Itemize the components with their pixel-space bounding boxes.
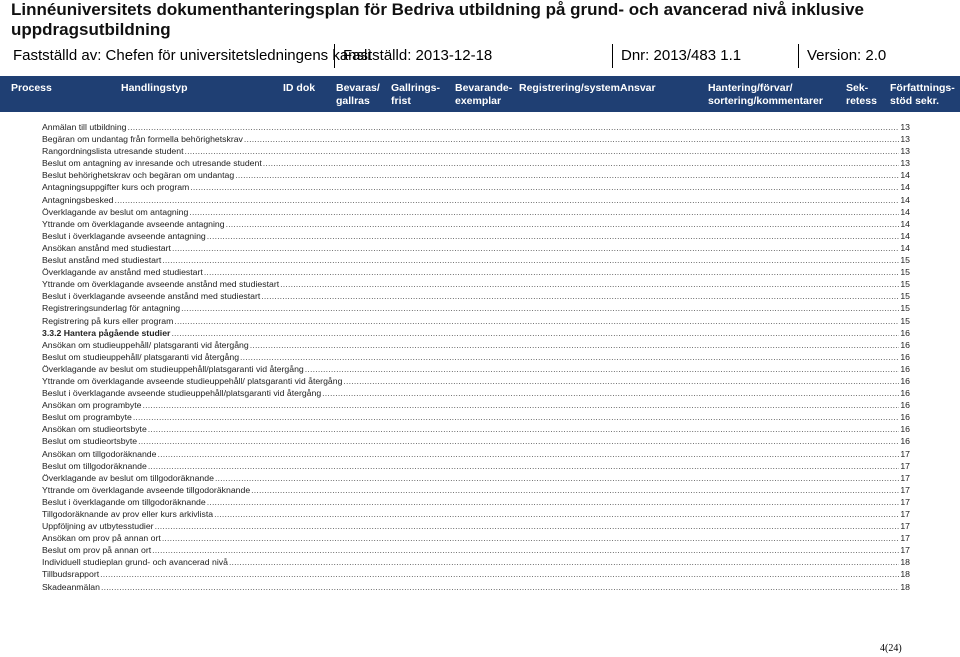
toc-leader-dots (100, 568, 899, 580)
toc-entry[interactable] (42, 242, 910, 254)
toc-entry-page: 17 (900, 521, 910, 532)
toc-entry-title: Skadeanmälan (42, 581, 100, 592)
toc-entry-title: Beslut i överklagande avseende studieuppehåll/platsgaranti vid återgång (42, 388, 322, 399)
header-id-dok: ID dok (283, 82, 316, 94)
toc-entry-title: Beslut i överklagande avseende antagning (42, 230, 206, 241)
toc-leader-dots (148, 460, 900, 472)
toc-entry-page: 16 (900, 436, 910, 447)
toc-entry[interactable] (42, 302, 910, 314)
document-meta-row (11, 44, 947, 68)
toc-leader-dots (162, 254, 899, 266)
toc-entry-page: 16 (900, 351, 910, 362)
toc-entry-page: 13 (900, 134, 910, 145)
toc-entry[interactable] (42, 375, 910, 387)
header-ansvar: Ansvar (620, 82, 656, 94)
toc-leader-dots (207, 496, 900, 508)
toc-leader-dots (181, 302, 899, 314)
toc-entry[interactable] (42, 121, 910, 133)
toc-entry-page: 16 (900, 327, 910, 338)
toc-entry-title: Överklagande av beslut om studieuppehåll/platsgaranti vid återgång (42, 363, 304, 374)
toc-entry-title: Ansökan om studieuppehåll/ platsgaranti vid återgång (42, 339, 249, 350)
toc-entry[interactable] (42, 448, 910, 460)
toc-entry[interactable] (42, 194, 910, 206)
toc-entry-page: 14 (900, 218, 910, 229)
toc-entry[interactable] (42, 181, 910, 193)
toc-leader-dots (251, 484, 899, 496)
toc-leader-dots (171, 327, 899, 339)
toc-entry[interactable] (42, 363, 910, 375)
toc-entry-title: Individuell studieplan grund- och avancerad nivå (42, 557, 228, 568)
toc-entry-title: Registrering på kurs eller program (42, 315, 174, 326)
toc-entry-page: 17 (900, 496, 910, 507)
toc-entry[interactable] (42, 508, 910, 520)
toc-entry[interactable] (42, 218, 910, 230)
toc-entry[interactable] (42, 290, 910, 302)
toc-entry[interactable] (42, 411, 910, 423)
toc-leader-dots (138, 435, 899, 447)
toc-leader-dots (152, 544, 899, 556)
toc-leader-dots (305, 363, 900, 375)
toc-entry-title: Begäran om undantag från formella behörighetskrav (42, 134, 243, 145)
toc-entry-title: Ansökan om programbyte (42, 400, 142, 411)
toc-entry[interactable] (42, 315, 910, 327)
toc-entry-title: Ansökan om tillgodoräknande (42, 448, 157, 459)
toc-entry[interactable] (42, 472, 910, 484)
toc-leader-dots (263, 157, 900, 169)
toc-entry[interactable] (42, 157, 910, 169)
toc-entry-title: Beslut om tillgodoräknande (42, 460, 147, 471)
toc-entry-page: 15 (900, 267, 910, 278)
toc-entry-title: Beslut i överklagande om tillgodoräknande (42, 496, 206, 507)
toc-entry-page: 18 (900, 569, 910, 580)
toc-entry[interactable] (42, 327, 910, 339)
toc-leader-dots (157, 448, 899, 460)
toc-entry-title: Överklagande av anstånd med studiestart (42, 267, 203, 278)
toc-entry-page: 13 (900, 158, 910, 169)
header-bevarandeexemplar: Bevarande- exemplar (455, 82, 513, 107)
document-title: Linnéuniversitets dokumenthanteringsplan för Bedriva utbildning på grund- och avancerad nivå inklusive uppdragsutbildning (11, 0, 864, 39)
toc-entry-title: Yttrande om överklagande avseende studieuppehåll/ platsgaranti vid återgång (42, 375, 343, 386)
toc-entry-title: Beslut om studieortsbyte (42, 436, 138, 447)
version-label: Version: 2.0 (807, 47, 887, 64)
toc-entry-page: 17 (900, 448, 910, 459)
table-header-bar (0, 76, 960, 112)
toc-entry-title: Tillbudsrapport (42, 569, 100, 580)
toc-entry-title: Överklagande av beslut om tillgodoräknande (42, 472, 214, 483)
toc-entry-page: 15 (900, 279, 910, 290)
toc-entry-title: Beslut behörighetskrav och begäran om undantag (42, 170, 235, 181)
toc-entry[interactable] (42, 423, 910, 435)
toc-entry[interactable] (42, 133, 910, 145)
toc-leader-dots (235, 169, 899, 181)
toc-entry-page: 16 (900, 339, 910, 350)
toc-entry-title: Beslut om prov på annan ort (42, 545, 152, 556)
toc-entry[interactable] (42, 266, 910, 278)
toc-entry-page: 17 (900, 460, 910, 471)
toc-leader-dots (280, 278, 899, 290)
toc-leader-dots (343, 375, 899, 387)
toc-entry-title: Ansökan om studieortsbyte (42, 424, 147, 435)
toc-entry[interactable] (42, 496, 910, 508)
header-forfattningsstod: Författnings- stöd sekr. (890, 82, 955, 107)
toc-entry-page: 17 (900, 509, 910, 519)
toc-entry-title: Beslut om programbyte (42, 412, 132, 423)
toc-entry-page: 16 (900, 400, 910, 411)
header-hantering: Hantering/förvar/ sortering/kommentarer (708, 82, 823, 107)
toc-entry-page: 16 (900, 363, 910, 374)
toc-entry-page: 15 (900, 303, 910, 314)
toc-entry-page: 14 (900, 206, 910, 217)
toc-entry[interactable] (42, 568, 910, 580)
toc-entry[interactable] (42, 435, 910, 447)
toc-entry[interactable] (42, 206, 910, 218)
toc-leader-dots (128, 121, 900, 133)
toc-entry-page: 15 (900, 315, 910, 326)
toc-entry-title: Överklagande av beslut om antagning (42, 206, 189, 217)
header-process: Process (11, 82, 52, 94)
toc-entry-page: 15 (900, 255, 910, 266)
toc-entry-title: Beslut i överklagande avseende anstånd med studiestart (42, 291, 261, 302)
toc-entry[interactable] (42, 581, 910, 593)
toc-entry-page: 16 (900, 424, 910, 435)
toc-entry-title: Antagningsuppgifter kurs och program (42, 182, 190, 193)
toc-entry[interactable] (42, 339, 910, 351)
toc-entry-title: Beslut om studieuppehåll/ platsgaranti vid återgång (42, 351, 240, 362)
toc-entry-title: Ansökan anstånd med studiestart (42, 242, 171, 253)
toc-entry-page: 17 (900, 545, 910, 556)
table-of-contents (42, 121, 910, 593)
toc-entry-title: Rangordningslista utresande student (42, 146, 184, 157)
toc-leader-dots (322, 387, 899, 399)
toc-entry-title: Yttrande om överklagande avseende tillgodoräknande (42, 484, 251, 495)
toc-entry-title: Yttrande om överklagande avseende antagning (42, 218, 225, 229)
toc-entry-page: 18 (900, 581, 910, 592)
toc-leader-dots (190, 181, 899, 193)
toc-leader-dots (174, 315, 899, 327)
toc-leader-dots (189, 206, 899, 218)
toc-entry[interactable] (42, 169, 910, 181)
toc-leader-dots (229, 556, 899, 568)
toc-leader-dots (162, 532, 900, 544)
toc-leader-dots (204, 266, 900, 278)
toc-leader-dots (226, 218, 900, 230)
header-handlingstyp: Handlingstyp (121, 82, 188, 94)
established-date: Fastställd: 2013-12-18 (335, 44, 613, 68)
toc-leader-dots (240, 351, 899, 363)
toc-entry-page: 16 (900, 412, 910, 423)
toc-entry[interactable] (42, 484, 910, 496)
toc-entry-title: Uppföljning av utbytesstudier (42, 521, 154, 532)
toc-leader-dots (142, 399, 899, 411)
toc-entry-page: 14 (900, 242, 910, 253)
toc-leader-dots (148, 423, 900, 435)
toc-entry-title: Antagningsbesked (42, 194, 114, 205)
toc-entry-title: Tillgodoräknande av prov eller kurs arkivlista (42, 509, 214, 519)
toc-entry-page: 18 (900, 557, 910, 568)
toc-entry-page: 13 (900, 146, 910, 157)
toc-leader-dots (261, 290, 899, 302)
toc-leader-dots (214, 508, 899, 520)
toc-leader-dots (101, 581, 899, 593)
established-by: Fastställd av: Chefen för universitetsledningens kansli (11, 44, 335, 68)
toc-entry-title: 3.3.2 Hantera pågående studier (42, 327, 171, 338)
toc-entry-page: 14 (900, 170, 910, 181)
toc-leader-dots (155, 520, 900, 532)
toc-entry[interactable] (42, 278, 910, 290)
toc-leader-dots (207, 230, 900, 242)
toc-leader-dots (215, 472, 899, 484)
toc-entry-page: 16 (900, 375, 910, 386)
toc-entry[interactable] (42, 230, 910, 242)
toc-entry-page: 13 (900, 122, 910, 132)
toc-entry-page: 14 (900, 194, 910, 205)
toc-leader-dots (185, 145, 900, 157)
toc-leader-dots (250, 339, 900, 351)
toc-leader-dots (244, 133, 899, 145)
toc-entry-title: Yttrande om överklagande avseende anstånd med studiestart (42, 279, 280, 290)
header-registrering: Registrering/system (519, 82, 620, 94)
toc-leader-dots (133, 411, 900, 423)
toc-entry-page: 17 (900, 533, 910, 544)
page-number: 4(24) (880, 643, 902, 654)
toc-entry-title: Ansökan om prov på annan ort (42, 533, 161, 544)
toc-entry-title: Beslut om antagning av inresande och utresande student (42, 158, 262, 169)
toc-entry[interactable] (42, 399, 910, 411)
toc-entry-page: 14 (900, 230, 910, 241)
toc-entry[interactable] (42, 254, 910, 266)
toc-entry-title: Registreringsunderlag för antagning (42, 303, 181, 314)
toc-entry[interactable] (42, 532, 910, 544)
toc-entry[interactable] (42, 556, 910, 568)
toc-entry[interactable] (42, 387, 910, 399)
toc-entry[interactable] (42, 145, 910, 157)
toc-entry-page: 17 (900, 472, 910, 483)
toc-entry-page: 16 (900, 388, 910, 399)
toc-leader-dots (172, 242, 899, 254)
toc-entry[interactable] (42, 460, 910, 472)
registration-number: Dnr: 2013/483 1.1 (613, 44, 799, 68)
toc-entry[interactable] (42, 544, 910, 556)
toc-entry[interactable] (42, 520, 910, 532)
toc-entry-title: Beslut anstånd med studiestart (42, 255, 162, 266)
toc-leader-dots (115, 194, 900, 206)
toc-entry-page: 14 (900, 182, 910, 193)
header-bevaras-gallras: Bevaras/ gallras (336, 82, 380, 107)
toc-entry-title: Anmälan till utbildning (42, 122, 127, 132)
toc-entry-page: 17 (900, 484, 910, 495)
toc-entry[interactable] (42, 351, 910, 363)
header-sekretess: Sek- retess (846, 82, 877, 107)
toc-entry-page: 15 (900, 291, 910, 302)
header-gallringsfrist: Gallrings- frist (391, 82, 441, 107)
